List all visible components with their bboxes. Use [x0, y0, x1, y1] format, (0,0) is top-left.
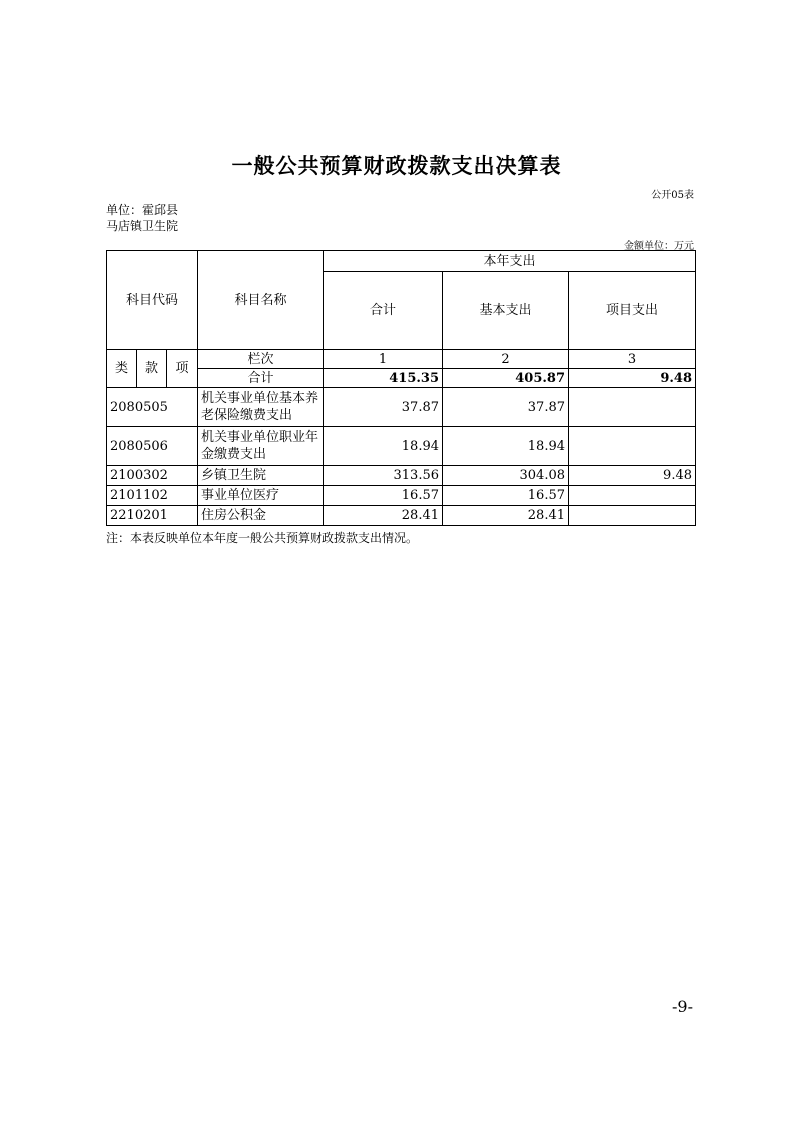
header-basic: 基本支出 [443, 272, 569, 350]
row-name: 事业单位医疗 [198, 486, 324, 506]
column-index-1: 1 [324, 350, 443, 369]
row-basic: 18.94 [443, 427, 569, 466]
row-total: 18.94 [324, 427, 443, 466]
row-total: 37.87 [324, 388, 443, 427]
total-row-project: 9.48 [569, 369, 696, 388]
row-name: 机关事业单位职业年金缴费支出 [198, 427, 324, 466]
row-total: 28.41 [324, 506, 443, 526]
row-project [569, 486, 696, 506]
row-name: 乡镇卫生院 [198, 466, 324, 486]
row-code: 2080505 [107, 388, 198, 427]
row-basic: 37.87 [443, 388, 569, 427]
row-total: 313.56 [324, 466, 443, 486]
total-row-basic: 405.87 [443, 369, 569, 388]
row-code: 2210201 [107, 506, 198, 526]
row-project [569, 506, 696, 526]
header-kuan: 款 [137, 350, 167, 388]
page-number: -9- [672, 997, 693, 1016]
header-lei: 类 [107, 350, 137, 388]
row-project [569, 388, 696, 427]
expenditure-table [106, 250, 696, 526]
header-total: 合计 [324, 272, 443, 350]
row-total: 16.57 [324, 486, 443, 506]
table-row [107, 506, 696, 526]
column-index-2: 2 [443, 350, 569, 369]
total-row-label: 合计 [198, 369, 324, 388]
table-row [107, 466, 696, 486]
row-code: 2100302 [107, 466, 198, 486]
row-name: 机关事业单位基本养老保险缴费支出 [198, 388, 324, 427]
total-row-total: 415.35 [324, 369, 443, 388]
row-basic: 28.41 [443, 506, 569, 526]
amount-unit-label: 金额单位：万元 [624, 241, 694, 252]
table-row [107, 388, 696, 427]
unit-label: 单位：霍邱县马店镇卫生院 [106, 203, 179, 233]
row-project [569, 427, 696, 466]
column-index-3: 3 [569, 350, 696, 369]
column-index-label: 栏次 [198, 350, 324, 369]
page-title: 一般公共预算财政拨款支出决算表 [231, 154, 562, 178]
row-project: 9.48 [569, 466, 696, 486]
row-code: 2101102 [107, 486, 198, 506]
header-project: 项目支出 [569, 272, 696, 350]
form-number: 公开05表 [651, 190, 694, 201]
row-basic: 304.08 [443, 466, 569, 486]
table-row [107, 427, 696, 466]
table-note: 注：本表反映单位本年度一般公共预算财政拨款支出情况。 [106, 531, 419, 545]
header-xiang: 项 [167, 350, 198, 388]
row-code: 2080506 [107, 427, 198, 466]
header-subject-code: 科目代码 [107, 251, 198, 350]
row-basic: 16.57 [443, 486, 569, 506]
table-row [107, 486, 696, 506]
header-subject-name: 科目名称 [198, 251, 324, 350]
header-year-expense: 本年支出 [324, 251, 696, 272]
row-name: 住房公积金 [198, 506, 324, 526]
